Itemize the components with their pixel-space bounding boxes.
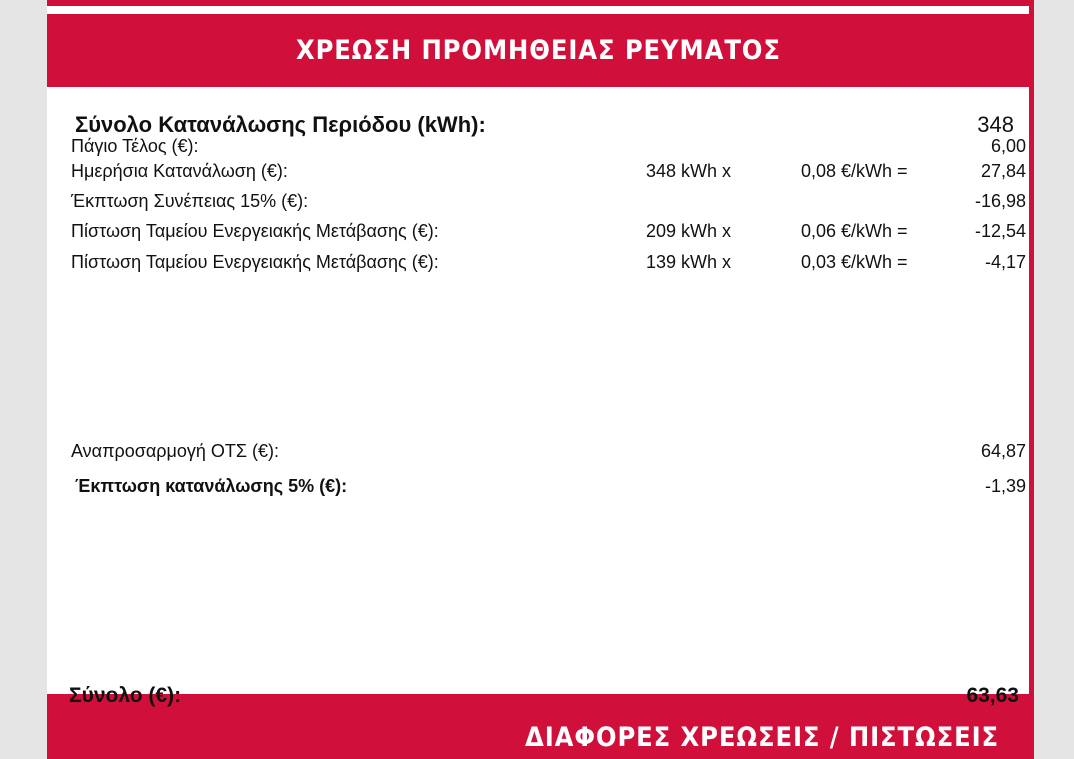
consumption-summary-value: 348 bbox=[977, 112, 1014, 137]
line-item-rate: 0,03 €/kWh = bbox=[801, 252, 908, 272]
line-item-value: -4,17 bbox=[984, 252, 1026, 272]
consumption-summary-label: Σύνολο Κατανάλωσης Περιόδου (kWh): bbox=[75, 112, 486, 137]
total-value: 63,63 bbox=[966, 684, 1019, 707]
line-item-value: -16,98 bbox=[974, 191, 1026, 211]
line-item-row bbox=[71, 161, 1026, 187]
line-item-quantity: 209 kWh x bbox=[646, 221, 732, 241]
right-accent-edge bbox=[1029, 0, 1034, 759]
total-label: Σύνολο (€): bbox=[69, 684, 182, 707]
line-item-row bbox=[71, 252, 1026, 278]
top-accent-line bbox=[47, 0, 1029, 6]
invoice-sheet bbox=[47, 0, 1034, 759]
line-item-rate: 0,08 €/kWh = bbox=[801, 161, 908, 181]
line-item-quantity: 348 kWh x bbox=[646, 161, 732, 181]
adjustment-row bbox=[71, 476, 1026, 502]
line-item-rate: 0,06 €/kWh = bbox=[801, 221, 908, 241]
line-item-row bbox=[71, 191, 1026, 217]
adjustment-label: Έκπτωση κατανάλωσης 5% (€): bbox=[75, 476, 348, 496]
line-item-value: 27,84 bbox=[980, 161, 1026, 181]
line-item-quantity: 139 kWh x bbox=[646, 252, 732, 272]
line-item-label: Έκπτωση Συνέπειας 15% (€): bbox=[71, 191, 309, 211]
line-item-value: -12,54 bbox=[974, 221, 1026, 241]
line-item-row bbox=[71, 221, 1026, 247]
adjustment-label: Αναπροσαρμογή ΟΤΣ (€): bbox=[71, 441, 280, 461]
adjustment-value: -1,39 bbox=[984, 476, 1026, 496]
line-item-label: Πάγιο Τέλος (€): bbox=[71, 136, 199, 156]
line-item-value: 6,00 bbox=[990, 136, 1026, 156]
total-row bbox=[69, 684, 1019, 712]
line-item-label: Πίστωση Ταμείου Ενεργειακής Μετάβασης (€): bbox=[71, 221, 439, 241]
line-item-label: Ημερήσια Κατανάλωση (€): bbox=[71, 161, 288, 181]
adjustment-row bbox=[71, 441, 1026, 467]
section-header bbox=[47, 14, 1029, 87]
line-item-label: Πίστωση Ταμείου Ενεργειακής Μετάβασης (€): bbox=[71, 252, 439, 272]
adjustment-value: 64,87 bbox=[980, 441, 1026, 461]
section-title: ΧΡΕΩΣΗ ΠΡΟΜΗΘΕΙΑΣ ΡΕΥΜΑΤΟΣ bbox=[295, 35, 781, 66]
consumption-summary-row bbox=[71, 112, 1026, 138]
line-item-row bbox=[71, 136, 1026, 162]
next-section-title: ΔΙΑΦΟΡΕΣ ΧΡΕΩΣΕΙΣ / ΠΙΣΤΩΣΕΙΣ bbox=[525, 722, 1000, 753]
